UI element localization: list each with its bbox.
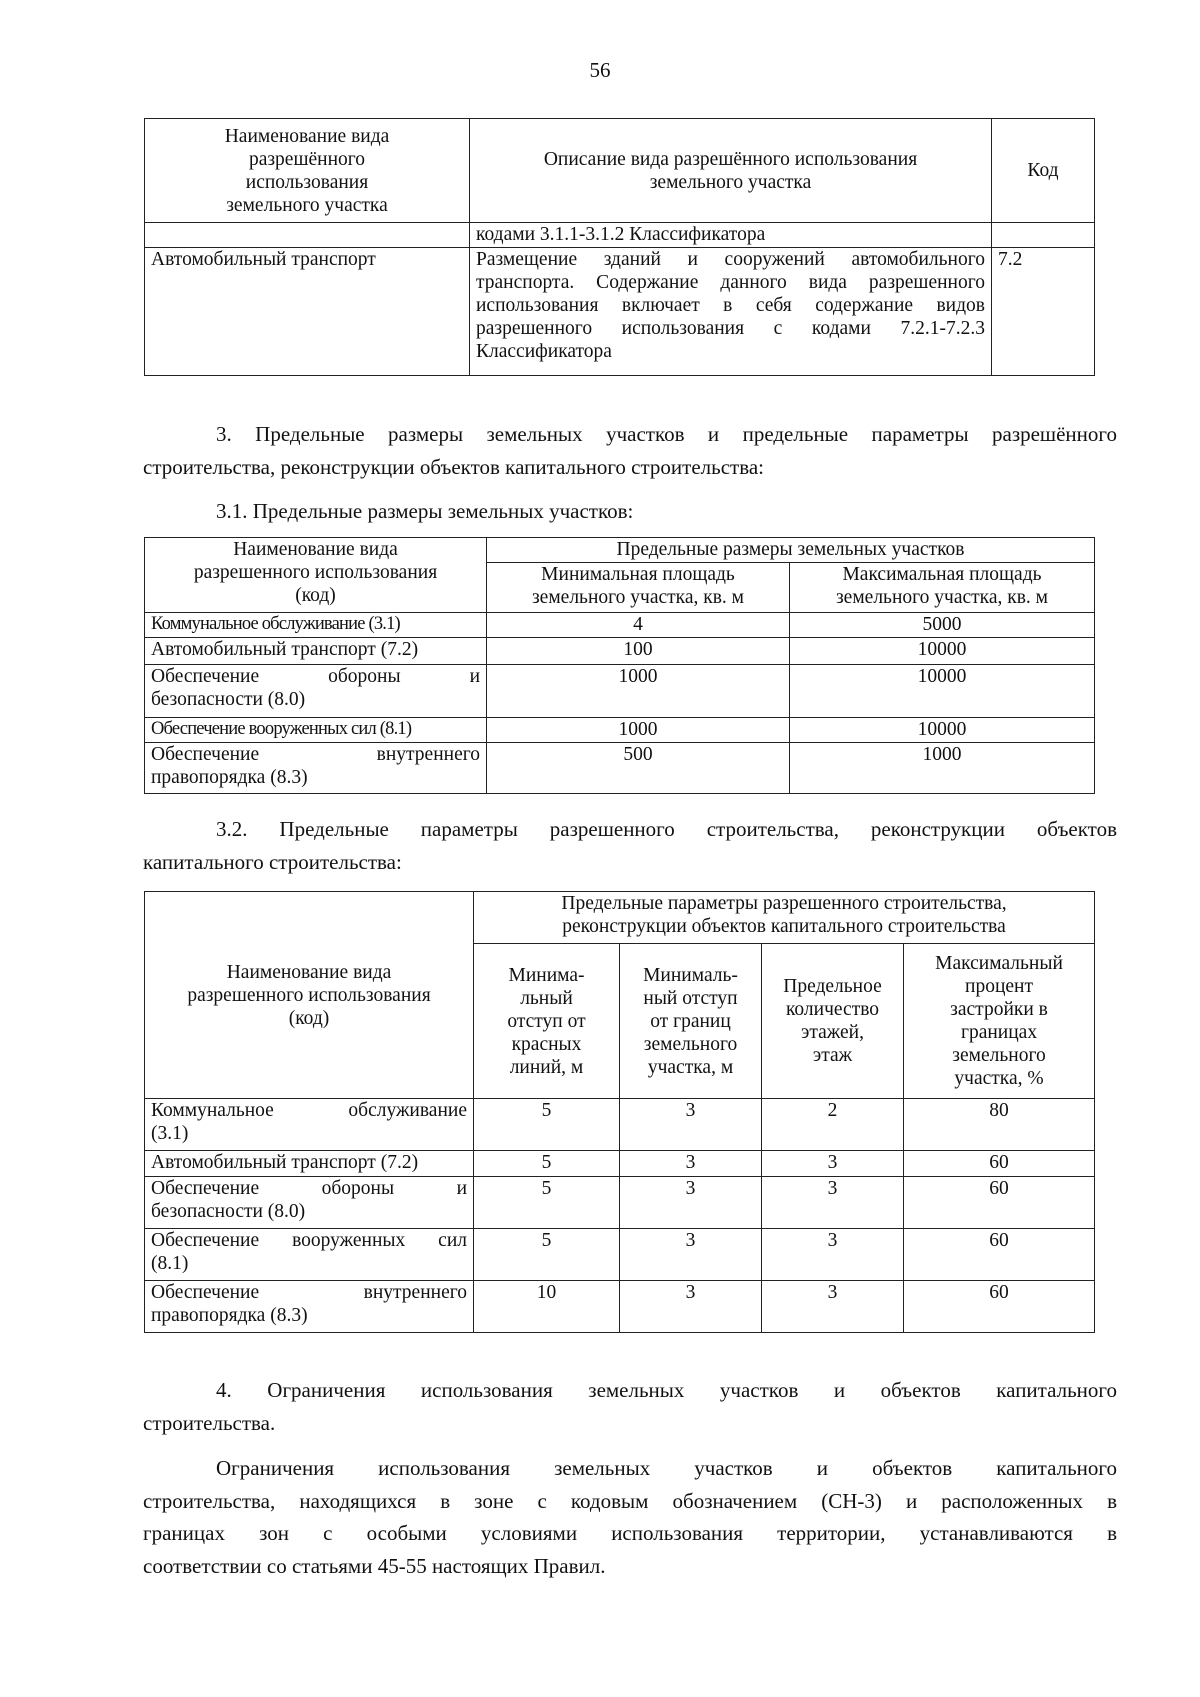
table-row — [145, 1151, 1095, 1177]
table-row — [145, 613, 1095, 638]
section-3-1-heading: 3.1. Предельные размеры земельных участков: — [216, 499, 634, 523]
table-row — [145, 1281, 1095, 1333]
header-max-coverage: Максимальный процент застройки в границах земельного участка, % — [904, 944, 1095, 1099]
header-code: Код — [992, 119, 1095, 223]
header-group: Предельные размеры земельных участков — [487, 538, 1095, 563]
cell-max: 5000 — [790, 613, 1095, 638]
cell-c4: 80 — [904, 1099, 1095, 1151]
cell-min: 500 — [487, 743, 790, 794]
table-row — [145, 638, 1095, 665]
table-row — [145, 1177, 1095, 1229]
cell-name — [145, 223, 470, 248]
header-min-offset-borders: Минималь- ный отступ от границ земельного участка, м — [620, 944, 762, 1099]
cell-description: Размещение зданий и сооружений автомобильного транспорта. Содержание данного вида разрешенного использования включает в себя содержание видов разрешенного использования с кодами 7.2.1-7.2.3 Классификатора — [470, 248, 992, 376]
cell-c3: 3 — [762, 1151, 904, 1177]
table-row — [145, 1099, 1095, 1151]
cell-code: 7.2 — [992, 248, 1095, 376]
section-3-heading: 3. Предельные размеры земельных участков и предельные параметры разрешённого строительства, реконструкции объектов капитального строительства: — [143, 422, 1117, 479]
table-row — [145, 248, 1095, 376]
table-row — [145, 743, 1095, 794]
cell-max: 10000 — [790, 718, 1095, 743]
cell-name: Автомобильный транспорт (7.2) — [145, 1151, 474, 1177]
cell-c2: 3 — [620, 1151, 762, 1177]
cell-name: Коммунальное обслуживание (3.1) — [145, 1099, 474, 1151]
cell-name: Обеспечение обороны и безопасности (8.0) — [145, 665, 487, 718]
table-row — [145, 665, 1095, 718]
cell-max: 10000 — [790, 665, 1095, 718]
cell-c4: 60 — [904, 1151, 1095, 1177]
table-row — [145, 223, 1095, 248]
page-number: 56 — [589, 58, 611, 82]
cell-code — [992, 223, 1095, 248]
header-name: Наименование вида разрешенного использования (код) — [145, 538, 487, 613]
land-use-table — [144, 118, 1095, 376]
section-3-2-heading: 3.2. Предельные параметры разрешенного строительства, реконструкции объектов капитального строительства: — [143, 817, 1117, 874]
cell-c2: 3 — [620, 1229, 762, 1281]
cell-min: 4 — [487, 613, 790, 638]
cell-c4: 60 — [904, 1177, 1095, 1229]
cell-c3: 3 — [762, 1281, 904, 1333]
cell-c1: 5 — [474, 1151, 620, 1177]
cell-c4: 60 — [904, 1281, 1095, 1333]
header-description: Описание вида разрешённого использования земельного участка — [470, 119, 992, 223]
cell-c3: 2 — [762, 1099, 904, 1151]
cell-name: Коммунальное обслуживание (3.1) — [145, 613, 487, 638]
cell-min: 100 — [487, 638, 790, 665]
cell-name: Обеспечение внутреннего правопорядка (8.3) — [145, 743, 487, 794]
cell-c4: 60 — [904, 1229, 1095, 1281]
header-name: Наименование вида разрешенного использования (код) — [145, 892, 474, 1099]
cell-name: Автомобильный транспорт — [145, 248, 470, 376]
header-min-area: Минимальная площадь земельного участка, кв. м — [487, 563, 790, 613]
cell-c1: 5 — [474, 1099, 620, 1151]
construction-params-table — [144, 891, 1095, 1333]
section-4-body: Ограничения использования земельных участков и объектов капитального строительства, находящихся в зоне с кодовым обозначением (СН-3) и расположенных в границах зон с особыми условиями использования территории, устанавливаются в соответствии со статьями 45-55 настоящих Правил. — [143, 1456, 1117, 1578]
header-min-offset-red-lines: Минима- льный отступ от красных линий, м — [474, 944, 620, 1099]
header-group: Предельные параметры разрешенного строительства, реконструкции объектов капитального строительства — [474, 892, 1095, 944]
header-name: Наименование вида разрешённого использования земельного участка — [145, 119, 470, 223]
header-max-area: Максимальная площадь земельного участка, кв. м — [790, 563, 1095, 613]
cell-c2: 3 — [620, 1281, 762, 1333]
cell-c3: 3 — [762, 1229, 904, 1281]
cell-name: Обеспечение вооруженных сил (8.1) — [145, 718, 487, 743]
cell-min: 1000 — [487, 718, 790, 743]
plot-size-table — [144, 537, 1095, 794]
table-row — [145, 718, 1095, 743]
cell-name: Автомобильный транспорт (7.2) — [145, 638, 487, 665]
cell-c3: 3 — [762, 1177, 904, 1229]
cell-description: кодами 3.1.1-3.1.2 Классификатора — [470, 223, 992, 248]
cell-name: Обеспечение внутреннего правопорядка (8.3) — [145, 1281, 474, 1333]
cell-c2: 3 — [620, 1177, 762, 1229]
section-4-heading: 4. Ограничения использования земельных участков и объектов капитального строительства. — [143, 1378, 1117, 1435]
cell-c2: 3 — [620, 1099, 762, 1151]
cell-c1: 5 — [474, 1177, 620, 1229]
cell-max: 1000 — [790, 743, 1095, 794]
table-header-row — [145, 119, 1095, 223]
cell-max: 10000 — [790, 638, 1095, 665]
cell-c1: 10 — [474, 1281, 620, 1333]
table-row — [145, 1229, 1095, 1281]
cell-min: 1000 — [487, 665, 790, 718]
header-max-floors: Предельное количество этажей, этаж — [762, 944, 904, 1099]
cell-name: Обеспечение обороны и безопасности (8.0) — [145, 1177, 474, 1229]
cell-name: Обеспечение вооруженных сил (8.1) — [145, 1229, 474, 1281]
cell-c1: 5 — [474, 1229, 620, 1281]
